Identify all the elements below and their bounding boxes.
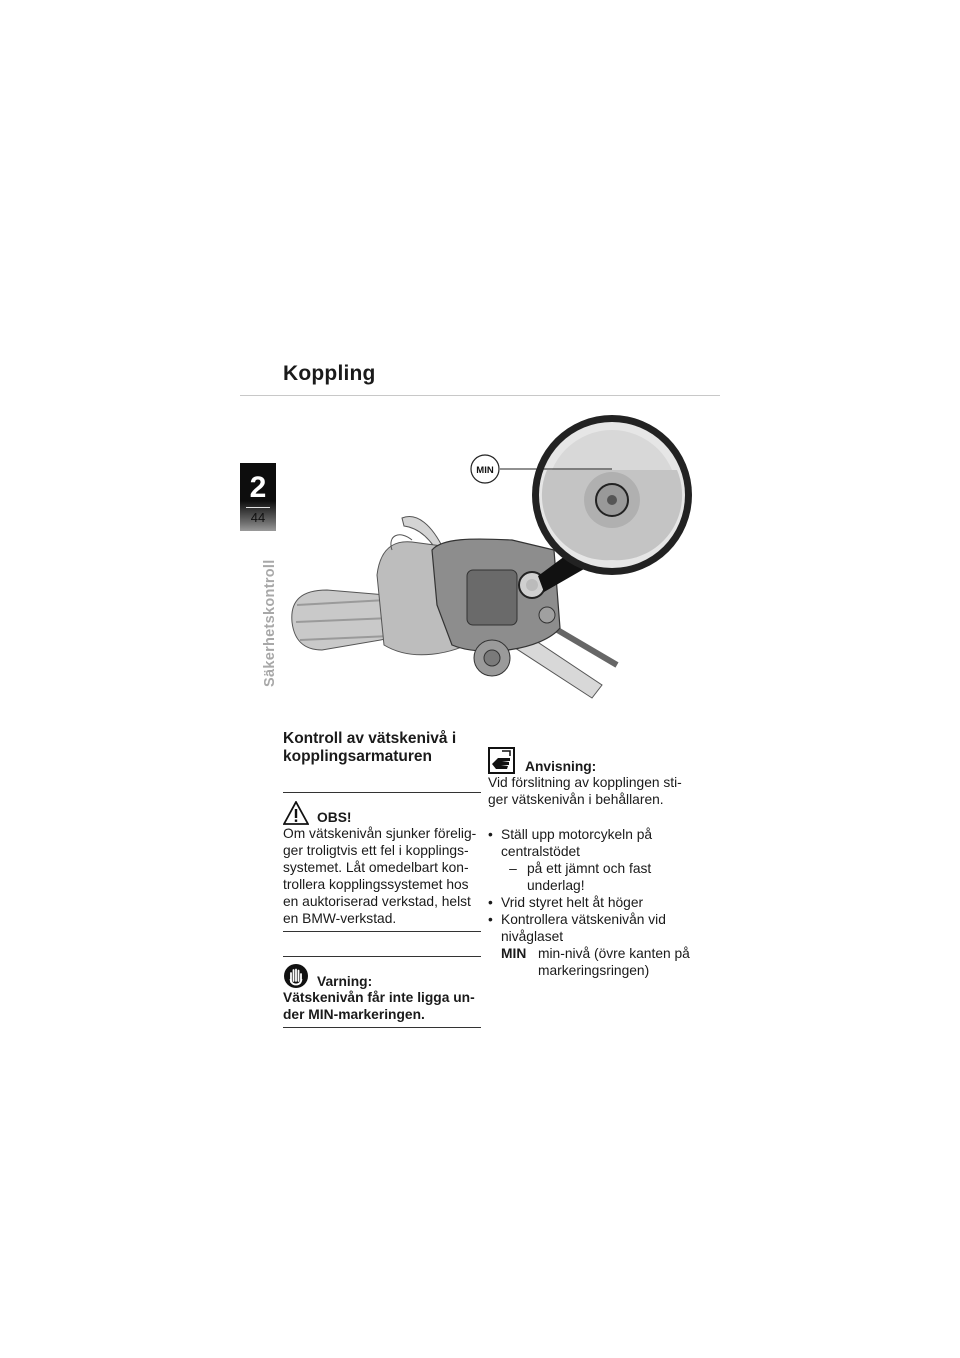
bullet: •	[488, 912, 493, 927]
page-title: Koppling	[283, 362, 376, 385]
legend-key: MIN	[501, 946, 527, 961]
info-note-text: Vid förslitning av kopplingen sti-ger vätskenivån i behållaren.	[488, 775, 682, 807]
info-hand-icon	[488, 747, 515, 774]
list-item	[488, 860, 696, 894]
left-column	[283, 730, 481, 1028]
step-text: Kontrollera vätskenivån vid nivåglaset	[501, 912, 666, 944]
step-text: Ställ upp motorcykeln på centralstödet	[501, 827, 653, 859]
legend-value: min-nivå (övre kanten på markeringsringen)	[538, 946, 690, 978]
sub-step	[501, 860, 696, 894]
obs-note-text: Om vätskenivån sjunker förelig-ger troligtvis ett fel i kopplings-systemet. Låt omedelbart kon-trollera kopplingssystemet hos en auktoriserad verkstad, helst en BMW-verkstad.	[283, 826, 477, 926]
steps-list	[488, 826, 696, 945]
list-item	[488, 911, 696, 945]
obs-note	[283, 792, 481, 932]
list-item	[488, 894, 696, 911]
section-heading: Kontroll av vätskenivå i kopplingsarmaturen	[283, 730, 457, 765]
title-divider	[240, 395, 720, 396]
warning-note-text: Vätskenivån får inte ligga un-der MIN-markeringen.	[283, 990, 475, 1022]
obs-note-header	[283, 799, 481, 825]
warning-note-title: Varning:	[317, 974, 373, 989]
chapter-tab	[240, 463, 276, 531]
bullet: •	[488, 895, 493, 910]
sub-step-text: på ett jämnt och fast underlag!	[527, 861, 652, 893]
clutch-reservoir-illustration	[282, 400, 722, 700]
info-note-title: Anvisning:	[525, 759, 597, 774]
list-item	[488, 826, 696, 860]
min-callout-label: MIN	[476, 465, 494, 476]
bullet: •	[488, 827, 493, 842]
stop-hand-icon	[283, 963, 309, 989]
exclamation-triangle-icon	[283, 801, 309, 825]
warning-note-header	[283, 963, 481, 989]
obs-note-title: OBS!	[317, 810, 352, 825]
page-number: 44	[250, 510, 266, 525]
min-legend	[501, 945, 696, 979]
dash: –	[509, 861, 517, 876]
chapter-side-label: Säkerhetskontroll	[262, 559, 278, 687]
chapter-number: 2	[249, 471, 267, 504]
step-text: Vrid styret helt åt höger	[501, 895, 644, 910]
right-column	[488, 744, 696, 979]
chapter-divider	[246, 507, 270, 508]
info-note-header	[488, 744, 696, 774]
warning-note	[283, 956, 481, 1028]
